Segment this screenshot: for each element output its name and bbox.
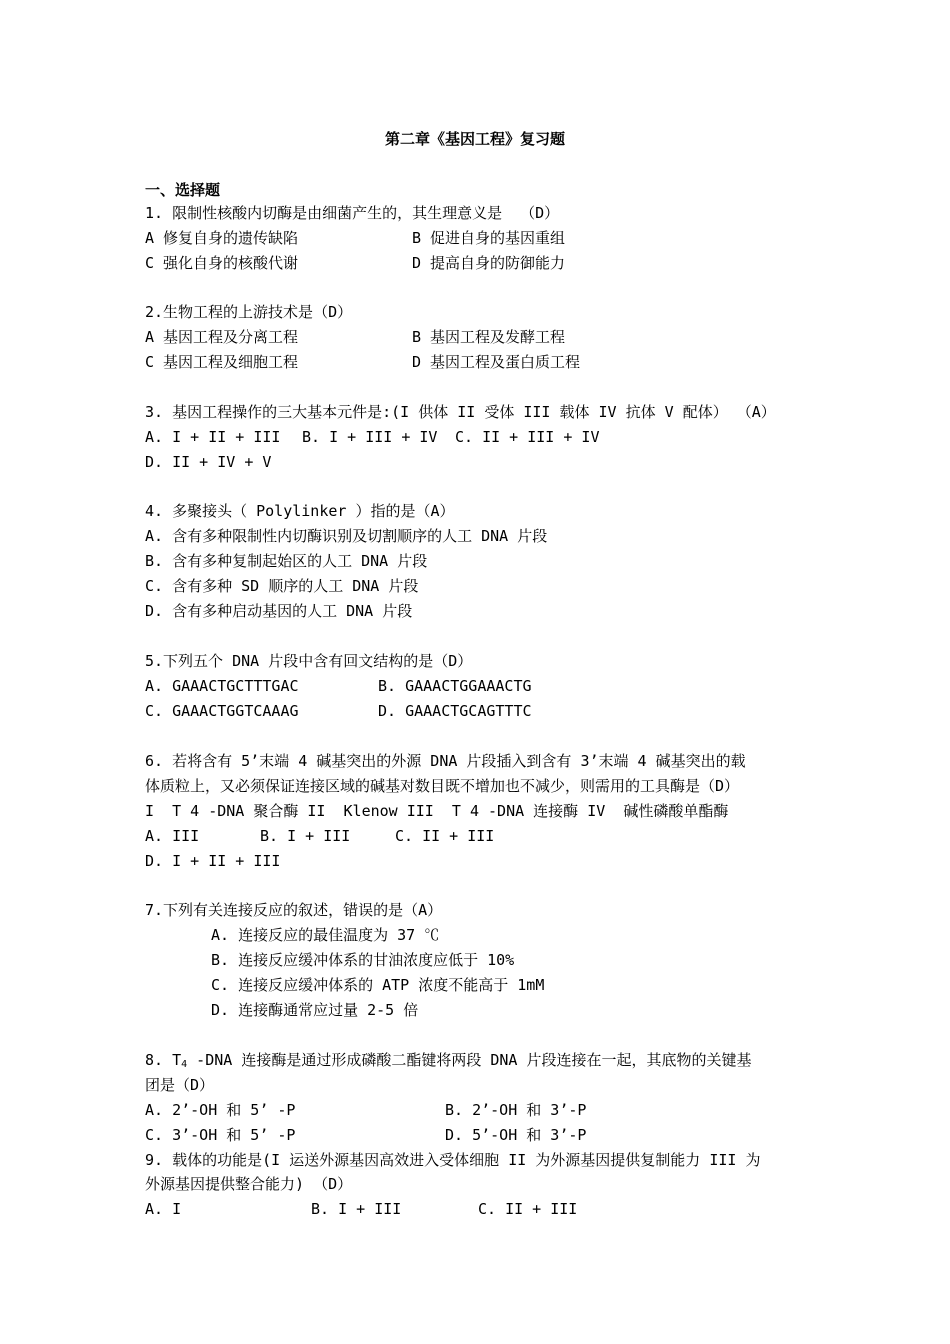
question-7-option-a: A. 连接反应的最佳温度为 37 ℃ <box>211 926 440 944</box>
question-1-stem: 1. 限制性核酸内切酶是由细菌产生的，其生理意义是 （D） <box>145 204 560 222</box>
question-3-option-c: C. II + III + IV <box>455 428 600 446</box>
question-3-option-a: A. I + II + III <box>145 428 281 446</box>
question-2-stem: 2.生物工程的上游技术是（D） <box>145 303 353 321</box>
question-8-option-a: A. 2’-OH 和 5’ -P <box>145 1101 296 1119</box>
question-8-option-c: C. 3’-OH 和 5’ -P <box>145 1126 296 1144</box>
question-2-option-b: B 基因工程及发酵工程 <box>412 328 566 346</box>
question-8-stem-subscript: 4 <box>181 1059 188 1070</box>
question-7-option-d: D. 连接酶通常应过量 2-5 倍 <box>211 1001 419 1019</box>
question-1-option-a: A 修复自身的遗传缺陷 <box>145 229 299 247</box>
page-title: 第二章《基因工程》复习题 <box>384 130 565 148</box>
question-8-stem-line-1 <box>145 1050 752 1070</box>
question-3-option-b: B. I + III + IV <box>302 428 438 446</box>
question-1-option-b: B 促进自身的基因重组 <box>412 229 566 247</box>
question-5-option-b: B. GAAACTGGAAACTG <box>378 677 532 695</box>
question-1-option-c: C 强化自身的核酸代谢 <box>145 254 299 272</box>
question-6-option-c: C. II + III <box>395 827 495 845</box>
question-4-option-c: C. 含有多种 SD 顺序的人工 DNA 片段 <box>145 577 419 595</box>
question-4-stem: 4. 多聚接头（ Polylinker ）指的是（A） <box>145 502 455 520</box>
question-2-option-a: A 基因工程及分离工程 <box>145 328 299 346</box>
question-8-stem-prefix: 8. T <box>145 1051 182 1069</box>
question-3-stem: 3. 基因工程操作的三大基本元件是:(I 供体 II 受体 III 载体 IV 抗体 V 配体） （A） <box>145 403 776 421</box>
question-6-option-d: D. I + II + III <box>145 852 281 870</box>
question-5-option-d: D. GAAACTGCAGTTTC <box>378 702 532 720</box>
question-8-option-d: D. 5’-OH 和 3’-P <box>445 1126 587 1144</box>
question-5-option-c: C. GAAACTGGTCAAAG <box>145 702 299 720</box>
question-5-stem: 5.下列五个 DNA 片段中含有回文结构的是（D） <box>145 652 473 670</box>
question-4-option-a: A. 含有多种限制性内切酶识别及切割顺序的人工 DNA 片段 <box>145 527 548 545</box>
question-9-stem-line-1: 9. 载体的功能是(I 运送外源基因高效进入受体细胞 II 为外源基因提供复制能力 III 为 <box>145 1151 761 1169</box>
question-6-stem-line-2: 体质粒上，又必须保证连接区域的碱基对数目既不增加也不减少，则需用的工具酶是（D） <box>145 777 740 795</box>
question-9-option-b: B. I + III <box>311 1200 402 1218</box>
question-5-option-a: A. GAAACTGCTTTGAC <box>145 677 299 695</box>
question-7-option-c: C. 连接反应缓冲体系的 ATP 浓度不能高于 1mM <box>211 976 545 994</box>
question-9-option-c: C. II + III <box>478 1200 578 1218</box>
question-6-option-b: B. I + III <box>260 827 351 845</box>
question-8-option-b: B. 2’-OH 和 3’-P <box>445 1101 587 1119</box>
question-1-option-d: D 提高自身的防御能力 <box>412 254 566 272</box>
question-8-stem-suffix: -DNA 连接酶是通过形成磷酸二酯键将两段 DNA 片段连接在一起，其底物的关键基 <box>187 1051 752 1069</box>
question-6-option-a: A. III <box>145 827 200 845</box>
question-3-option-d: D. II + IV + V <box>145 453 272 471</box>
question-8-stem-line-2: 团是（D） <box>145 1076 215 1094</box>
section-heading: 一、选择题 <box>145 181 221 199</box>
question-6-stem-line-3: I T 4 -DNA 聚合酶 II Klenow III T 4 -DNA 连接酶 IV 碱性磷酸单酯酶 <box>145 802 729 820</box>
question-2-option-d: D 基因工程及蛋白质工程 <box>412 353 581 371</box>
question-6-stem-line-1: 6. 若将含有 5’末端 4 碱基突出的外源 DNA 片段插入到含有 3’末端 4 碱基突出的载 <box>145 752 746 770</box>
question-4-option-b: B. 含有多种复制起始区的人工 DNA 片段 <box>145 552 428 570</box>
question-7-stem: 7.下列有关连接反应的叙述，错误的是（A） <box>145 901 443 919</box>
question-2-option-c: C 基因工程及细胞工程 <box>145 353 299 371</box>
question-4-option-d: D. 含有多种启动基因的人工 DNA 片段 <box>145 602 413 620</box>
question-9-stem-line-2: 外源基因提供整合能力) （D） <box>145 1175 353 1193</box>
question-9-option-a: A. I <box>145 1200 182 1218</box>
question-7-option-b: B. 连接反应缓冲体系的甘油浓度应低于 10% <box>211 951 515 969</box>
